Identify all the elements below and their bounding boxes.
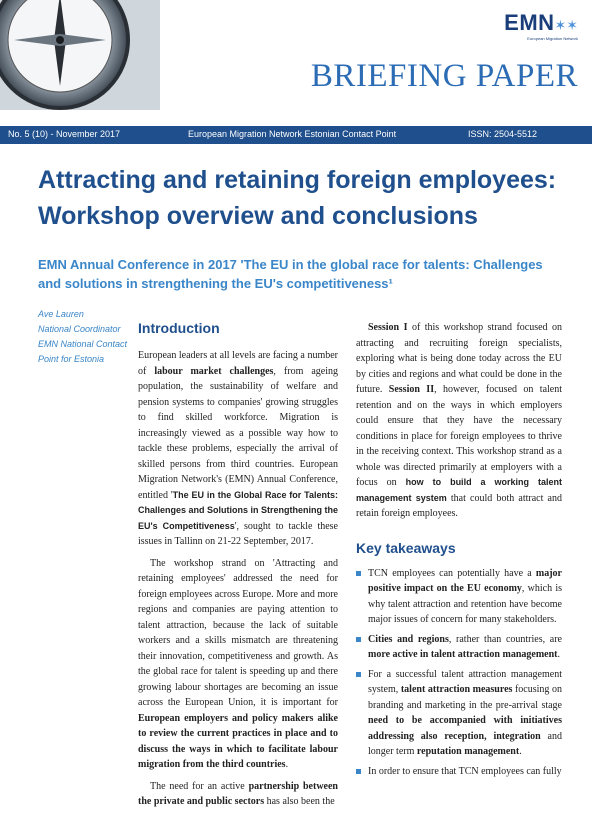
author-org-2: Point for Estonia [38, 354, 105, 364]
square-bullet-icon [356, 571, 361, 576]
page-subtitle: EMN Annual Conference in 2017 'The EU in the global race for talents: Challenges and solutions in strengthening the EU's competitiveness¹ [38, 257, 543, 291]
issn: ISSN: 2504-5512 [468, 129, 538, 139]
square-bullet-icon [356, 637, 361, 642]
author-name: Ave Lauren [38, 309, 84, 319]
compass-icon [0, 0, 160, 110]
introduction-heading: Introduction [138, 320, 220, 336]
page-title [38, 162, 568, 234]
author-block [38, 307, 130, 367]
contact-point: European Migration Network Estonian Contact Point [188, 129, 397, 139]
list-item: For a successful talent attraction management system, talent attraction measures focusing on branding and marketing in the pre-arrival stage need to be accompanied with initiatives addressing also reception, integration and longer term reputation management. [356, 667, 562, 760]
emn-logo [504, 10, 578, 41]
emn-logo-text: EMN [504, 10, 555, 35]
info-bar [0, 126, 592, 144]
list-item: Cities and regions, rather than countries, are more active in talent attraction management. [356, 632, 562, 663]
title-line-1: Attracting and retaining foreign employees: [38, 166, 557, 194]
sessions-paragraph: Session I of this workshop strand focused on attracting and recruiting foreign specialists, exploring what is being done today across the EU by cities and regions and what could be done in the future. Session II, however, focused on talent retention and on the ways in which employers could ensure that they have the necessary conditions in place for foreign employees to thrive in the receiving context. This workshop strand as a whole was directed primarily at employers with a focus on how to build a working talent management system that could both attract and retain foreign employees. [356, 322, 563, 519]
square-bullet-icon [356, 672, 361, 677]
issue-number: No. 5 (10) - November 2017 [8, 129, 121, 139]
title-line-2: Workshop overview and conclusions [38, 202, 478, 230]
briefing-paper-label: BRIEFING PAPER [310, 58, 578, 94]
header-banner [0, 0, 592, 126]
author-role: National Coordinator [38, 324, 121, 334]
key-takeaways-heading: Key takeaways [356, 539, 456, 556]
key-takeaways-list [356, 566, 562, 780]
intro-paragraph-3: The need for an active partnership between the private and public sectors has also been the [138, 780, 338, 807]
intro-paragraph-1: European leaders at all levels are facing a number of labour market challenges, from ageing population, the sustainability of welfare and pension systems to companies' growing struggles to find skilled workforce. Migration is increasingly viewed as a possible way how to tackle these problems, especially the arrival of skilled persons from third countries. European Migration Network's (EMN) Annual Conference, entitled 'The EU in the Global Race for Talents: Challenges and Solutions in Strengthening the EU's Competitiveness', sought to tackle these issues in Tallinn on 21-22 September, 2017. [138, 350, 339, 547]
right-column [356, 320, 562, 783]
list-item: In order to ensure that TCN employees can fully [356, 764, 562, 780]
intro-paragraph-2: The workshop strand on 'Attracting and retaining employees' addressed the need for foreign employees across Europe. More and more regions and companies are paying attention to talent attraction, because the lack of suitable workers and a skills mismatch are threatening their innovation, competitiveness and growth. As the global race for talent is speeding up and there growing labour shortages are becoming an issue across the European Union, it is important for European employers and policy makers alike to review the current practices in place and to discuss the ways in which to facilitate labour migration from the third countries. [138, 557, 338, 770]
star-cluster-icon: ✶✶ [554, 18, 578, 34]
square-bullet-icon [356, 769, 361, 774]
left-column [138, 320, 338, 816]
emn-logo-subtitle: European Migration Network [527, 36, 578, 41]
list-item: TCN employees can potentially have a major positive impact on the EU economy, which is why talent attraction and retention have become major issues of concern for many stakeholders. [356, 566, 562, 628]
author-org: EMN National Contact [38, 339, 128, 349]
